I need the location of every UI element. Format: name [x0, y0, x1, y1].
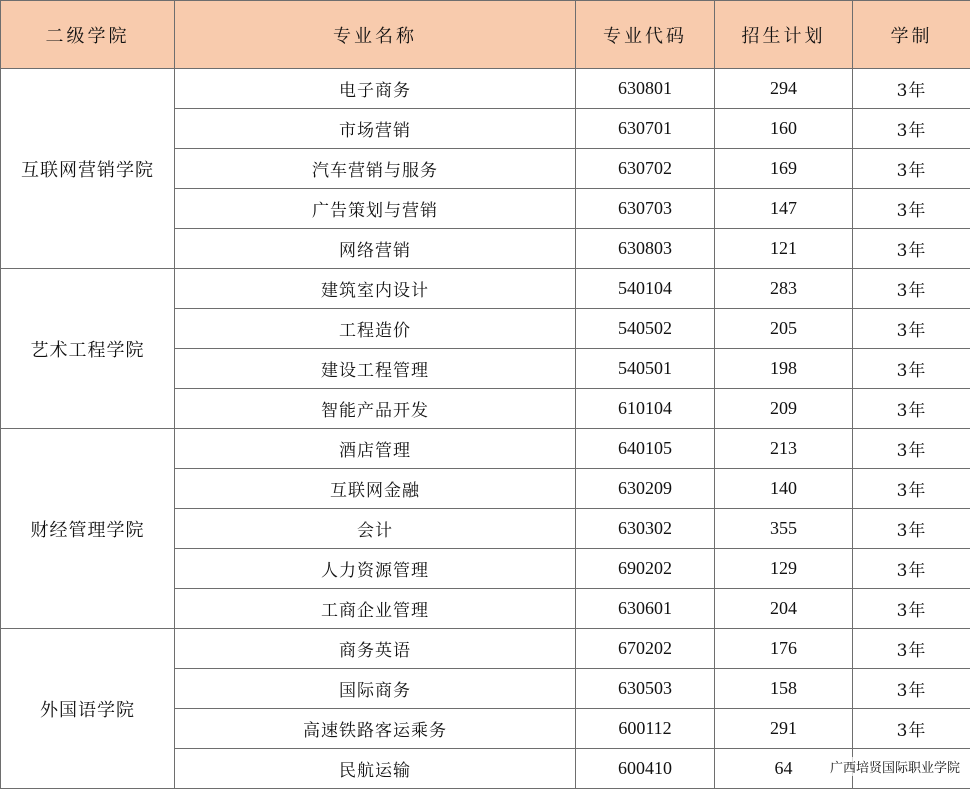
enrollment-plan: 205 — [715, 309, 853, 349]
major-name: 国际商务 — [175, 669, 576, 709]
major-name: 民航运输 — [175, 749, 576, 789]
major-code: 630701 — [576, 109, 715, 149]
study-years: 3年 — [853, 509, 970, 549]
enrollment-plan: 129 — [715, 549, 853, 589]
study-years: 3年 — [853, 429, 970, 469]
major-code: 630601 — [576, 589, 715, 629]
enrollment-plan: 158 — [715, 669, 853, 709]
major-name: 建筑室内设计 — [175, 269, 576, 309]
enrollment-plan: 204 — [715, 589, 853, 629]
major-code: 630801 — [576, 69, 715, 109]
header-college: 二级学院 — [1, 1, 175, 69]
study-years: 3年 — [853, 229, 970, 269]
major-name: 电子商务 — [175, 69, 576, 109]
study-years: 3年 — [853, 469, 970, 509]
major-code: 630702 — [576, 149, 715, 189]
study-years: 3年 — [853, 69, 970, 109]
header-code: 专业代码 — [576, 1, 715, 69]
enrollment-plan: 64 — [715, 749, 853, 789]
major-name: 人力资源管理 — [175, 549, 576, 589]
major-name: 商务英语 — [175, 629, 576, 669]
header-row — [1, 1, 970, 69]
major-code: 630703 — [576, 189, 715, 229]
study-years: 3年 — [853, 669, 970, 709]
enrollment-plan: 213 — [715, 429, 853, 469]
major-name: 互联网金融 — [175, 469, 576, 509]
header-years: 学制 — [853, 1, 970, 69]
table-row — [1, 629, 970, 669]
major-name: 工程造价 — [175, 309, 576, 349]
enrollment-plan: 160 — [715, 109, 853, 149]
major-code: 630803 — [576, 229, 715, 269]
table-row — [1, 429, 970, 469]
study-years: 3年 — [853, 189, 970, 229]
enrollment-plan: 294 — [715, 69, 853, 109]
major-name: 市场营销 — [175, 109, 576, 149]
study-years: 3年 — [853, 349, 970, 389]
major-code: 540502 — [576, 309, 715, 349]
major-name: 工商企业管理 — [175, 589, 576, 629]
watermark-text: 广西培贤国际职业学院 — [828, 757, 962, 776]
major-code: 630209 — [576, 469, 715, 509]
major-code: 670202 — [576, 629, 715, 669]
study-years: 3年 — [853, 589, 970, 629]
enrollment-plan: 176 — [715, 629, 853, 669]
major-code: 610104 — [576, 389, 715, 429]
enrollment-plan: 355 — [715, 509, 853, 549]
major-name: 汽车营销与服务 — [175, 149, 576, 189]
major-name: 建设工程管理 — [175, 349, 576, 389]
enrollment-plan: 209 — [715, 389, 853, 429]
enrollment-plan: 283 — [715, 269, 853, 309]
major-code: 630503 — [576, 669, 715, 709]
major-name: 酒店管理 — [175, 429, 576, 469]
major-code: 600112 — [576, 709, 715, 749]
header-major: 专业名称 — [175, 1, 576, 69]
enrollment-plan: 121 — [715, 229, 853, 269]
major-name: 高速铁路客运乘务 — [175, 709, 576, 749]
enrollment-plan: 169 — [715, 149, 853, 189]
study-years: 3年 — [853, 309, 970, 349]
major-name: 网络营销 — [175, 229, 576, 269]
study-years: 3年 — [853, 629, 970, 669]
major-code: 630302 — [576, 509, 715, 549]
enrollment-plan: 198 — [715, 349, 853, 389]
major-code: 690202 — [576, 549, 715, 589]
study-years: 3年 — [853, 549, 970, 589]
college-name: 互联网营销学院 — [1, 69, 175, 269]
major-name: 智能产品开发 — [175, 389, 576, 429]
table-row — [1, 269, 970, 309]
major-name: 广告策划与营销 — [175, 189, 576, 229]
major-code: 540501 — [576, 349, 715, 389]
college-name: 外国语学院 — [1, 629, 175, 789]
study-years: 3年 — [853, 109, 970, 149]
enrollment-plan: 147 — [715, 189, 853, 229]
study-years: 3年 — [853, 269, 970, 309]
study-years: 3年 — [853, 149, 970, 189]
header-plan: 招生计划 — [715, 1, 853, 69]
college-name: 财经管理学院 — [1, 429, 175, 629]
enrollment-plan: 291 — [715, 709, 853, 749]
enrollment-plan: 140 — [715, 469, 853, 509]
major-code: 540104 — [576, 269, 715, 309]
study-years: 3年 — [853, 389, 970, 429]
major-code: 600410 — [576, 749, 715, 789]
college-name: 艺术工程学院 — [1, 269, 175, 429]
table-row — [1, 69, 970, 109]
major-code: 640105 — [576, 429, 715, 469]
major-name: 会计 — [175, 509, 576, 549]
study-years: 3年 — [853, 709, 970, 749]
